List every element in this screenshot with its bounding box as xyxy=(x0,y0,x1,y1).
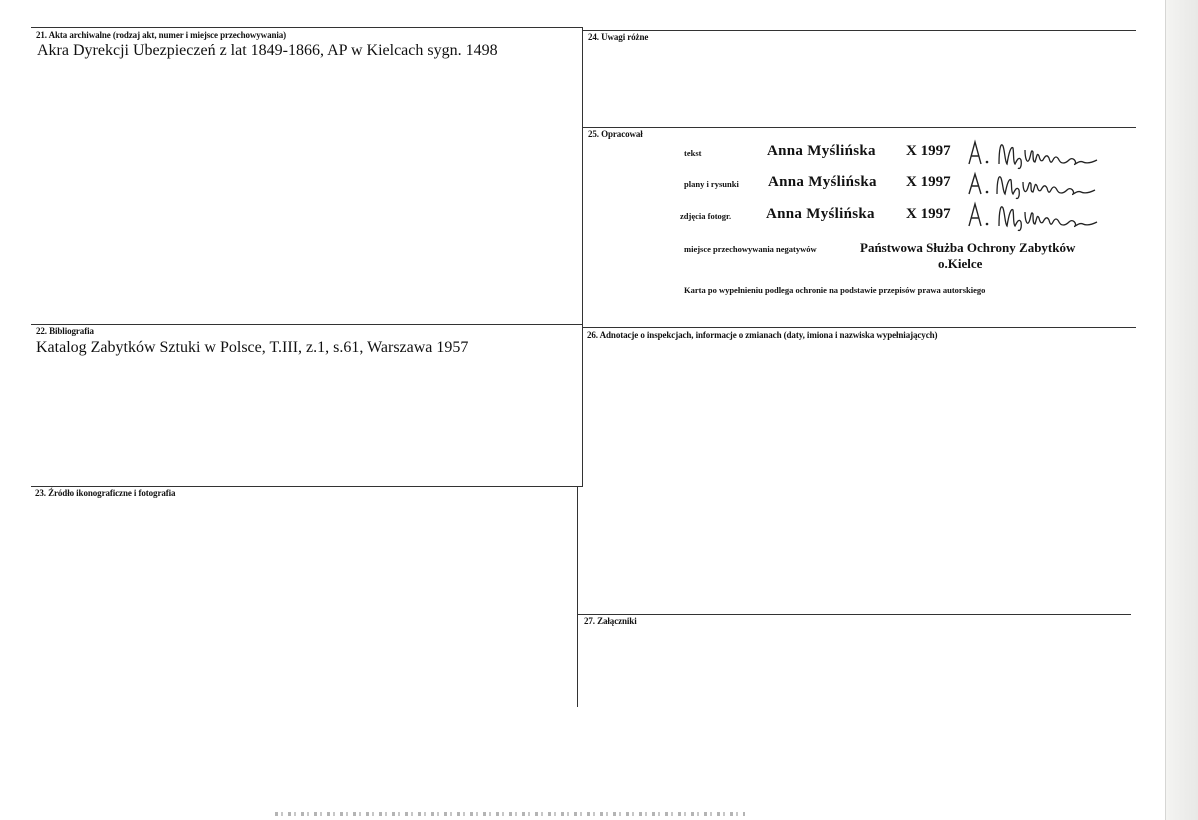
field-27-label: 27. Załączniki xyxy=(584,616,637,626)
field-21-value: Akra Dyrekcji Ubezpieczeń z lat 1849-1866, AP w Kielcach sygn. 1498 xyxy=(37,42,498,59)
rule-22-23 xyxy=(31,486,582,487)
field-24-label: 24. Uwagi różne xyxy=(588,32,649,42)
rule-24-25 xyxy=(583,127,1136,128)
copyright-note: Karta po wypełnieniu podlega ochronie na podstawie przepisów prawa autorskiego xyxy=(684,285,986,295)
row-plans-name: Anna Myślińska xyxy=(768,174,877,190)
negatives-label: miejsce przechowywania negatywów xyxy=(684,244,817,254)
row-photos-date: X 1997 xyxy=(906,206,951,222)
signature-row-1 xyxy=(965,138,1100,170)
row-photos-type: zdjęcia fotogr. xyxy=(680,211,732,221)
rule-21-22 xyxy=(31,324,583,325)
rule-26-27 xyxy=(578,614,1131,615)
signature-row-3 xyxy=(965,200,1100,232)
top-rule-left xyxy=(31,27,583,28)
top-rule-right xyxy=(583,30,1136,31)
negatives-value-line-2: o.Kielce xyxy=(938,256,983,271)
field-22-value: Katalog Zabytków Sztuki w Polsce, T.III, z.1, s.61, Warszawa 1957 xyxy=(36,339,469,356)
field-21-label: 21. Akta archiwalne (rodzaj akt, numer i miejsce przechowywania) xyxy=(36,30,287,40)
field-26-label: 26. Adnotacje o inspekcjach, informacje o zmianach (daty, imiona i nazwiska wypełniających) xyxy=(587,330,938,340)
row-text-name: Anna Myślińska xyxy=(767,143,876,159)
rule-25-26 xyxy=(583,327,1136,328)
row-photos-name: Anna Myślińska xyxy=(766,206,875,222)
field-25-label: 25. Opracował xyxy=(588,129,643,139)
signature-row-2 xyxy=(965,170,1100,200)
scan-artifact xyxy=(275,812,745,816)
field-23-label: 23. Źródło ikonograficzne i fotografia xyxy=(35,488,176,498)
row-text-type: tekst xyxy=(684,148,702,158)
center-divider-lower xyxy=(577,487,578,707)
row-plans-type: plany i rysunki xyxy=(684,179,739,189)
row-plans-date: X 1997 xyxy=(906,174,951,190)
row-text-date: X 1997 xyxy=(906,143,951,159)
center-divider xyxy=(582,27,583,487)
negatives-value-line-1: Państwowa Służba Ochrony Zabytków xyxy=(860,240,1076,255)
field-22-label: 22. Bibliografia xyxy=(36,326,94,336)
paper-edge xyxy=(1165,0,1198,820)
